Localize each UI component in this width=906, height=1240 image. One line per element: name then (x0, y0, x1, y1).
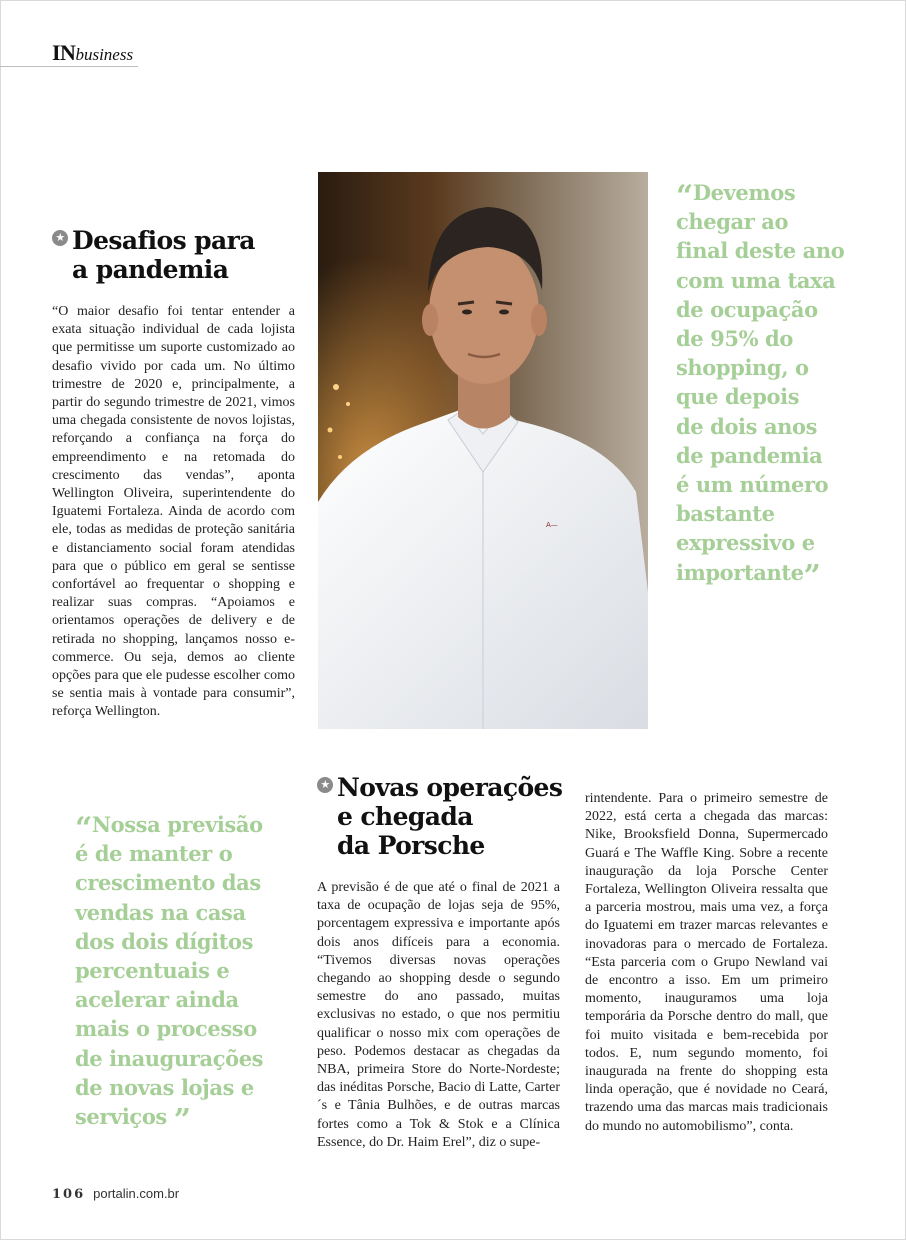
paragraph: “O maior desafio foi tentar entender a exata situação individual de cada lojista que permitisse um suporte customizado ao desafio vivido por cada um. No último trimestre de 2020 e, principalmente, a partir do segundo trimestre de 2021, vimos uma chegada consistente de novos lojistas, reforçando a confiança na força do empreendimento e na retomada do crescimento das vendas”, aponta Wellington Oliveira, superintendente do Iguatemi Fortaleza. Ainda de acordo com ele, todas as medidas de proteção sanitária e distanciamento social foram atendidas para que o público em geral se sentisse confortável ao frequentar o shopping e realizar suas compras. “Apoiamos e orientamos operações de delivery e de retirada no shopping, lançamos nosso e-commerce. Ou seja, demos ao cliente opções para que ele pudesse escolher como se sentia mais à vontade para consumir”, reforça Wellington. (52, 304, 295, 720)
quote-line: de inaugurações (75, 1045, 264, 1071)
portrait-illustration (318, 172, 648, 729)
quote-line: de 95% do (676, 326, 793, 352)
site-url: portalin.com.br (93, 1186, 180, 1201)
quote-line: shopping, o (676, 355, 809, 381)
quote-line: com uma taxa (676, 267, 836, 293)
close-quote-mark: ” (803, 558, 821, 594)
quote-line: que depois (676, 384, 800, 410)
brand-in: IN (52, 40, 76, 65)
paragraph: A previsão é de que até o final de 2021 a taxa de ocupação de lojas seja de 95%, porcentagem expressiva e importante após dois anos difíceis para a economia. “Tivemos diversas novas operações chegando ao shopping desde o segundo semestre do ano passado, muitas exclusivas no estado, o que nos permitiu qualificar o nosso mix com operações de peso. Podemos destacar as chegadas da NBA, primeira Store do Norte-Nordeste; das inéditas Porsche, Bacio di Latte, Carter´s e Tânia Bulhões, e de outras marcas fortes como a Tok & Stok e a Clínica Essence, do Dr. Haim Erel”, diz o supe- (317, 880, 560, 1150)
section-title-novas-operacoes (317, 773, 562, 860)
quote-line: bastante (676, 501, 775, 527)
quote-line: chegar ao (676, 209, 789, 235)
quote-line: serviços ” (75, 1103, 191, 1139)
quote-line: mais o processo (75, 1016, 257, 1042)
header-rule (0, 66, 138, 67)
open-quote-mark: “ (676, 179, 693, 214)
quote-line: percentuais e (75, 958, 230, 984)
quote-line: é um número (676, 472, 829, 498)
quote-line: importante” (676, 558, 821, 594)
paragraph: rintendente. Para o primeiro semestre de 2022, está certa a chegada das marcas: Nike, Brooksfield Donna, Supermercado Guará e The Waffle King. Sobre a recente inauguração da loja Porsche Center Fortaleza, Wellington Oliveira ressalta que a parceria mostrou, mais uma vez, a força do Iguatemi em trazer marcas relevantes e inovadoras para o mercado de Fortaleza. “Esta parceria com o Grupo Newland vai de encontro a isso. Em um primeiro momento, inauguramos uma loja temporária da Porsche dentro do mall, que foi muito visitada e bem-recebida por todos. E, num segundo momento, foi inaugurada na frente do shopping esta linda operação, que é novidade no Ceará, trazendo uma das marcas mais tradicionais do mundo no automobilismo”, conta. (585, 791, 828, 1134)
quote-line: de ocupação (676, 296, 818, 322)
section-title-desafios (52, 226, 255, 284)
svg-text:A—: A— (546, 521, 558, 529)
page-footer (52, 1186, 179, 1202)
quote-line: final deste ano (676, 238, 845, 264)
quote-line: é de manter o (75, 841, 233, 867)
quote-line: “Nossa previsão (75, 811, 263, 846)
title-line: e chegada (337, 802, 473, 831)
quote-line: acelerar ainda (75, 987, 239, 1013)
title-line: a pandemia (72, 255, 229, 284)
article-body-section2-col2 (585, 790, 828, 1136)
quote-line: de novas lojas e (75, 1074, 254, 1100)
title-line: da Porsche (337, 831, 485, 860)
title-line: Novas operações (337, 773, 563, 802)
quote-line: dos dois dígitos (75, 928, 254, 954)
portrait-photo (318, 172, 648, 729)
quote-line: crescimento das (75, 870, 261, 896)
article-body-section2-col1 (317, 879, 560, 1152)
quote-line: vendas na casa (75, 899, 246, 925)
quote-line: de pandemia (676, 442, 823, 468)
section-header (52, 40, 133, 66)
close-quote-mark: ” (173, 1103, 191, 1139)
title-line: Desafios para (72, 226, 255, 255)
open-quote-mark: “ (75, 811, 92, 846)
quote-line: “Devemos (676, 179, 796, 214)
brand-section: business (75, 45, 134, 64)
article-body-section1 (52, 303, 295, 722)
quote-line: expressivo e (676, 530, 815, 556)
star-bullet-icon: ★ (317, 777, 333, 793)
quote-line: de dois anos (676, 413, 818, 439)
pull-quote-1 (676, 178, 876, 594)
page-number: 106 (52, 1187, 86, 1202)
pull-quote-2 (75, 810, 295, 1139)
star-bullet-icon: ★ (52, 230, 68, 246)
